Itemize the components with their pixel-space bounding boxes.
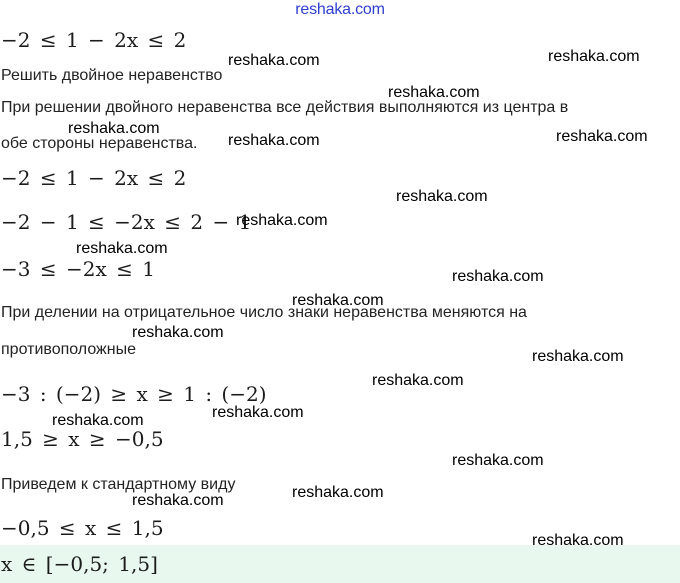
- equation-line-7: −0,5 ≤ x ≤ 1,5: [1, 516, 164, 540]
- site-header-link[interactable]: reshaka.com: [295, 1, 385, 18]
- equation-line-1: −2 ≤ 1 − 2x ≤ 2: [1, 28, 187, 52]
- explanation-line-5: Приведем к стандартному виду: [1, 476, 236, 493]
- watermark: reshaka.com: [292, 484, 384, 501]
- instruction-text: Решить двойное неравенство: [1, 67, 223, 84]
- explanation-line-4: противоположные: [1, 341, 136, 358]
- watermark: reshaka.com: [236, 212, 328, 229]
- watermark: reshaka.com: [132, 492, 224, 509]
- watermark: reshaka.com: [548, 48, 640, 65]
- equation-line-6: 1,5 ≥ x ≥ −0,5: [1, 427, 164, 451]
- watermark: reshaka.com: [52, 412, 144, 429]
- watermark: reshaka.com: [396, 188, 488, 205]
- equation-line-2: −2 ≤ 1 − 2x ≤ 2: [1, 166, 187, 190]
- watermark: reshaka.com: [388, 84, 480, 101]
- watermark: reshaka.com: [228, 52, 320, 69]
- watermark: reshaka.com: [292, 292, 384, 309]
- explanation-line-3: При делении на отрицательное число знаки неравенства меняются на: [1, 304, 527, 321]
- watermark: reshaka.com: [372, 372, 464, 389]
- watermark: reshaka.com: [228, 132, 320, 149]
- equation-line-5: −3 : (−2) ≥ x ≥ 1 : (−2): [1, 382, 267, 406]
- watermark: reshaka.com: [68, 120, 160, 137]
- answer-box: [0, 545, 680, 583]
- watermark: reshaka.com: [532, 348, 624, 365]
- watermark: reshaka.com: [212, 404, 304, 421]
- watermark: reshaka.com: [132, 324, 224, 341]
- watermark: reshaka.com: [532, 532, 624, 549]
- explanation-line-2: обе стороны неравенства.: [1, 135, 198, 152]
- equation-line-3: −2 − 1 ≤ −2x ≤ 2 − 1: [1, 210, 252, 234]
- answer-text: x ∈ [−0,5; 1,5]: [1, 552, 158, 576]
- watermark: reshaka.com: [556, 128, 648, 145]
- watermark: reshaka.com: [76, 240, 168, 257]
- equation-line-4: −3 ≤ −2x ≤ 1: [1, 257, 155, 281]
- watermark: reshaka.com: [452, 268, 544, 285]
- watermark: reshaka.com: [452, 452, 544, 469]
- explanation-line-1: При решении двойного неравенства все действия выполняются из центра в: [1, 99, 569, 116]
